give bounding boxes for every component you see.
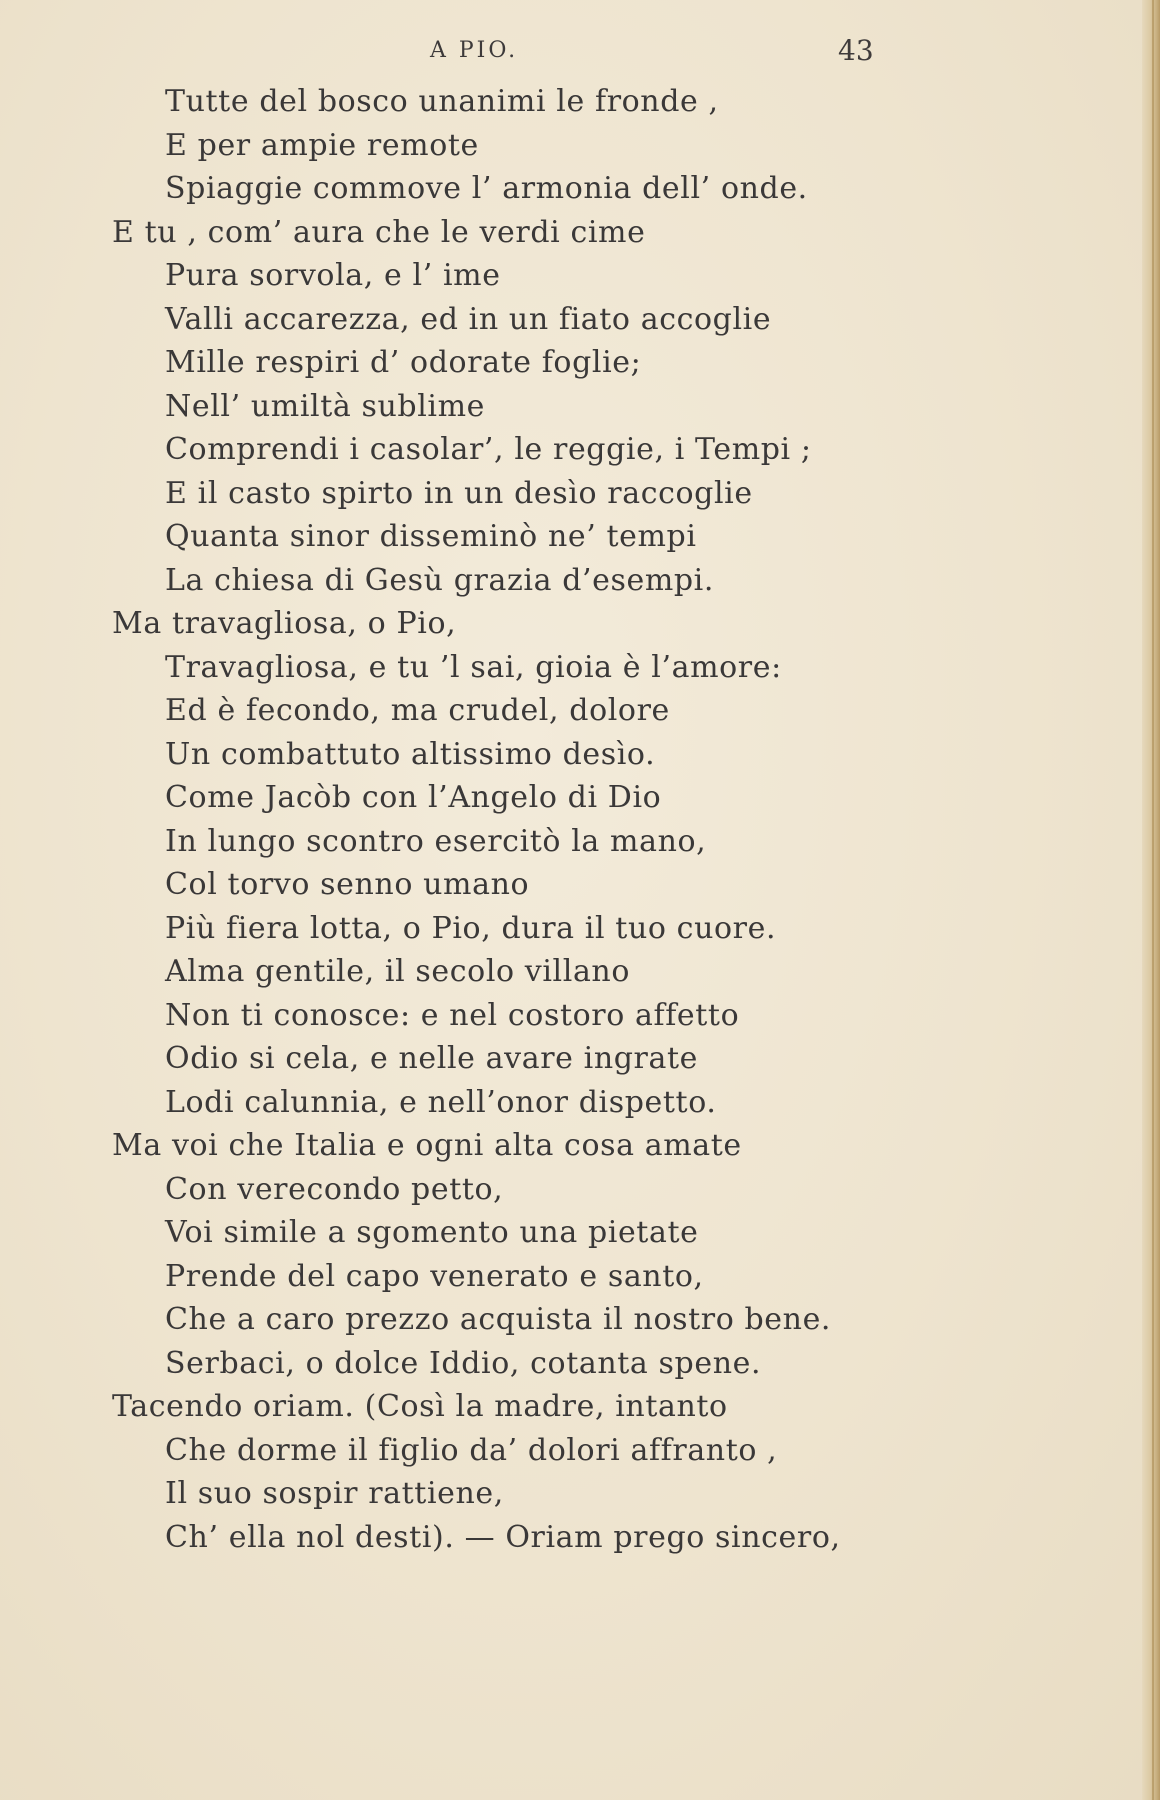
poem-line: Lodi calunnia, e nell’onor dispetto. (165, 1084, 717, 1120)
poem-line: Ma travagliosa, o Pio, (112, 606, 457, 641)
poem-line: Nell’ umiltà sublime (165, 388, 486, 424)
poem-line: Pura sorvola, e l’ ime (165, 258, 501, 293)
poem-line: Prende del capo venerato e santo, (165, 1258, 704, 1294)
poem-line: Mille respiri d’ odorate foglie; (165, 345, 642, 380)
poem-line: Travagliosa, e tu ’l sai, gioia è l’amore: (165, 649, 782, 685)
poem-line: Più fiera lotta, o Pio, dura il tuo cuore. (165, 910, 777, 946)
poem-line: Come Jacòb con l’Angelo di Dio (165, 780, 662, 815)
poem-line: Comprendi i casolar’, le reggie, i Tempi ; (165, 432, 812, 467)
poem-line: Odio si cela, e nelle avare ingrate (165, 1041, 698, 1076)
poem-line: Ma voi che Italia e ogni alta cosa amate (112, 1128, 742, 1163)
poem-line: Ch’ ella nol desti). — Oriam prego sincero, (165, 1519, 841, 1555)
poem-line: La chiesa di Gesù grazia d’esempi. (165, 562, 715, 598)
poem-line: Tutte del bosco unanimi le fronde , (165, 84, 719, 119)
page-edge-line (1152, 0, 1154, 1800)
poem-line: Il suo sospir rattiene, (165, 1476, 504, 1511)
poem-line: Quanta sinor disseminò ne’ tempi (165, 519, 697, 554)
poem-line: Un combattuto altissimo desìo. (165, 736, 656, 772)
poem-line: Serbaci, o dolce Iddio, cotanta spene. (165, 1345, 762, 1381)
poem-line: In lungo scontro esercitò la mano, (165, 823, 707, 859)
poem-line: E per ampie remote (165, 127, 479, 163)
poem-line: Ed è fecondo, ma crudel, dolore (165, 693, 670, 728)
poem-line: Valli accarezza, ed in un fiato accoglie (165, 301, 772, 337)
poem-line: Col torvo senno umano (165, 867, 530, 902)
poem-text (112, 80, 1012, 1559)
page-header (0, 34, 1160, 74)
poem-line: Tacendo oriam. (Così la madre, intanto (112, 1389, 728, 1424)
poem-line: Che dorme il figlio da’ dolori affranto , (165, 1432, 778, 1468)
poem-line: Voi simile a sgomento una pietate (165, 1215, 699, 1250)
page-number: 43 (838, 34, 874, 67)
running-title: A PIO. (430, 38, 519, 63)
poem-line: Non ti conosce: e nel costoro affetto (165, 997, 740, 1033)
poem-line: E il casto spirto in un desìo raccoglie (165, 475, 753, 511)
page-edge (1142, 0, 1160, 1800)
poem-line: Che a caro prezzo acquista il nostro bene. (165, 1302, 832, 1337)
poem-line: E tu , com’ aura che le verdi cime (112, 214, 646, 250)
poem-line: Spiaggie commove l’ armonia dell’ onde. (165, 171, 808, 206)
poem-line: Con verecondo petto, (165, 1171, 504, 1207)
poem-line: Alma gentile, il secolo villano (165, 954, 631, 989)
